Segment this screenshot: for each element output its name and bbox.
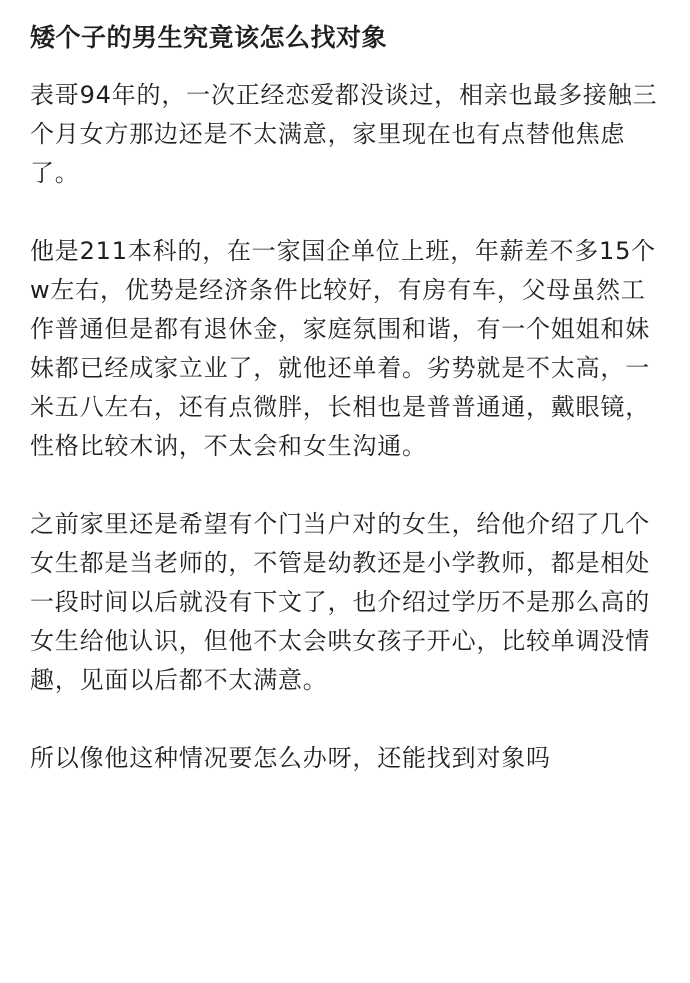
paragraph-intro: 表哥94年的，一次正经恋爱都没谈过，相亲也最多接触三个月女方那边还是不太满意，家里现在也有点替他焦虑了。 bbox=[30, 81, 658, 187]
paragraph-question: 所以像他这种情况要怎么办呀，还能找到对象吗 bbox=[30, 744, 551, 772]
paragraph-background: 他是211本科的，在一家国企单位上班，年薪差不多15个w左右，优势是经济条件比较好，有房有车，父母虽然工作普通但是都有退休金，家庭氛围和谐，有一个姐姐和妹妹都已经成家立业了，就他还单着。劣势就是不太高，一米五八左右，还有点微胖，长相也是普普通通，戴眼镜，性格比较木讷，不太会和女生沟通。 bbox=[30, 237, 656, 460]
paragraph-spacer bbox=[30, 700, 660, 739]
paragraph-history: 之前家里还是希望有个门当户对的女生，给他介绍了几个女生都是当老师的，不管是幼教还是小学教师，都是相处一段时间以后就没有下文了，也介绍过学历不是那么高的女生给他认识，但他不太会哄女孩子开心，比较单调没情趣，见面以后都不太满意。 bbox=[30, 510, 650, 694]
paragraph-spacer bbox=[30, 193, 660, 232]
post-title: 矮个子的男生究竟该怎么找对象 bbox=[30, 23, 388, 52]
paragraph-spacer bbox=[30, 466, 660, 505]
